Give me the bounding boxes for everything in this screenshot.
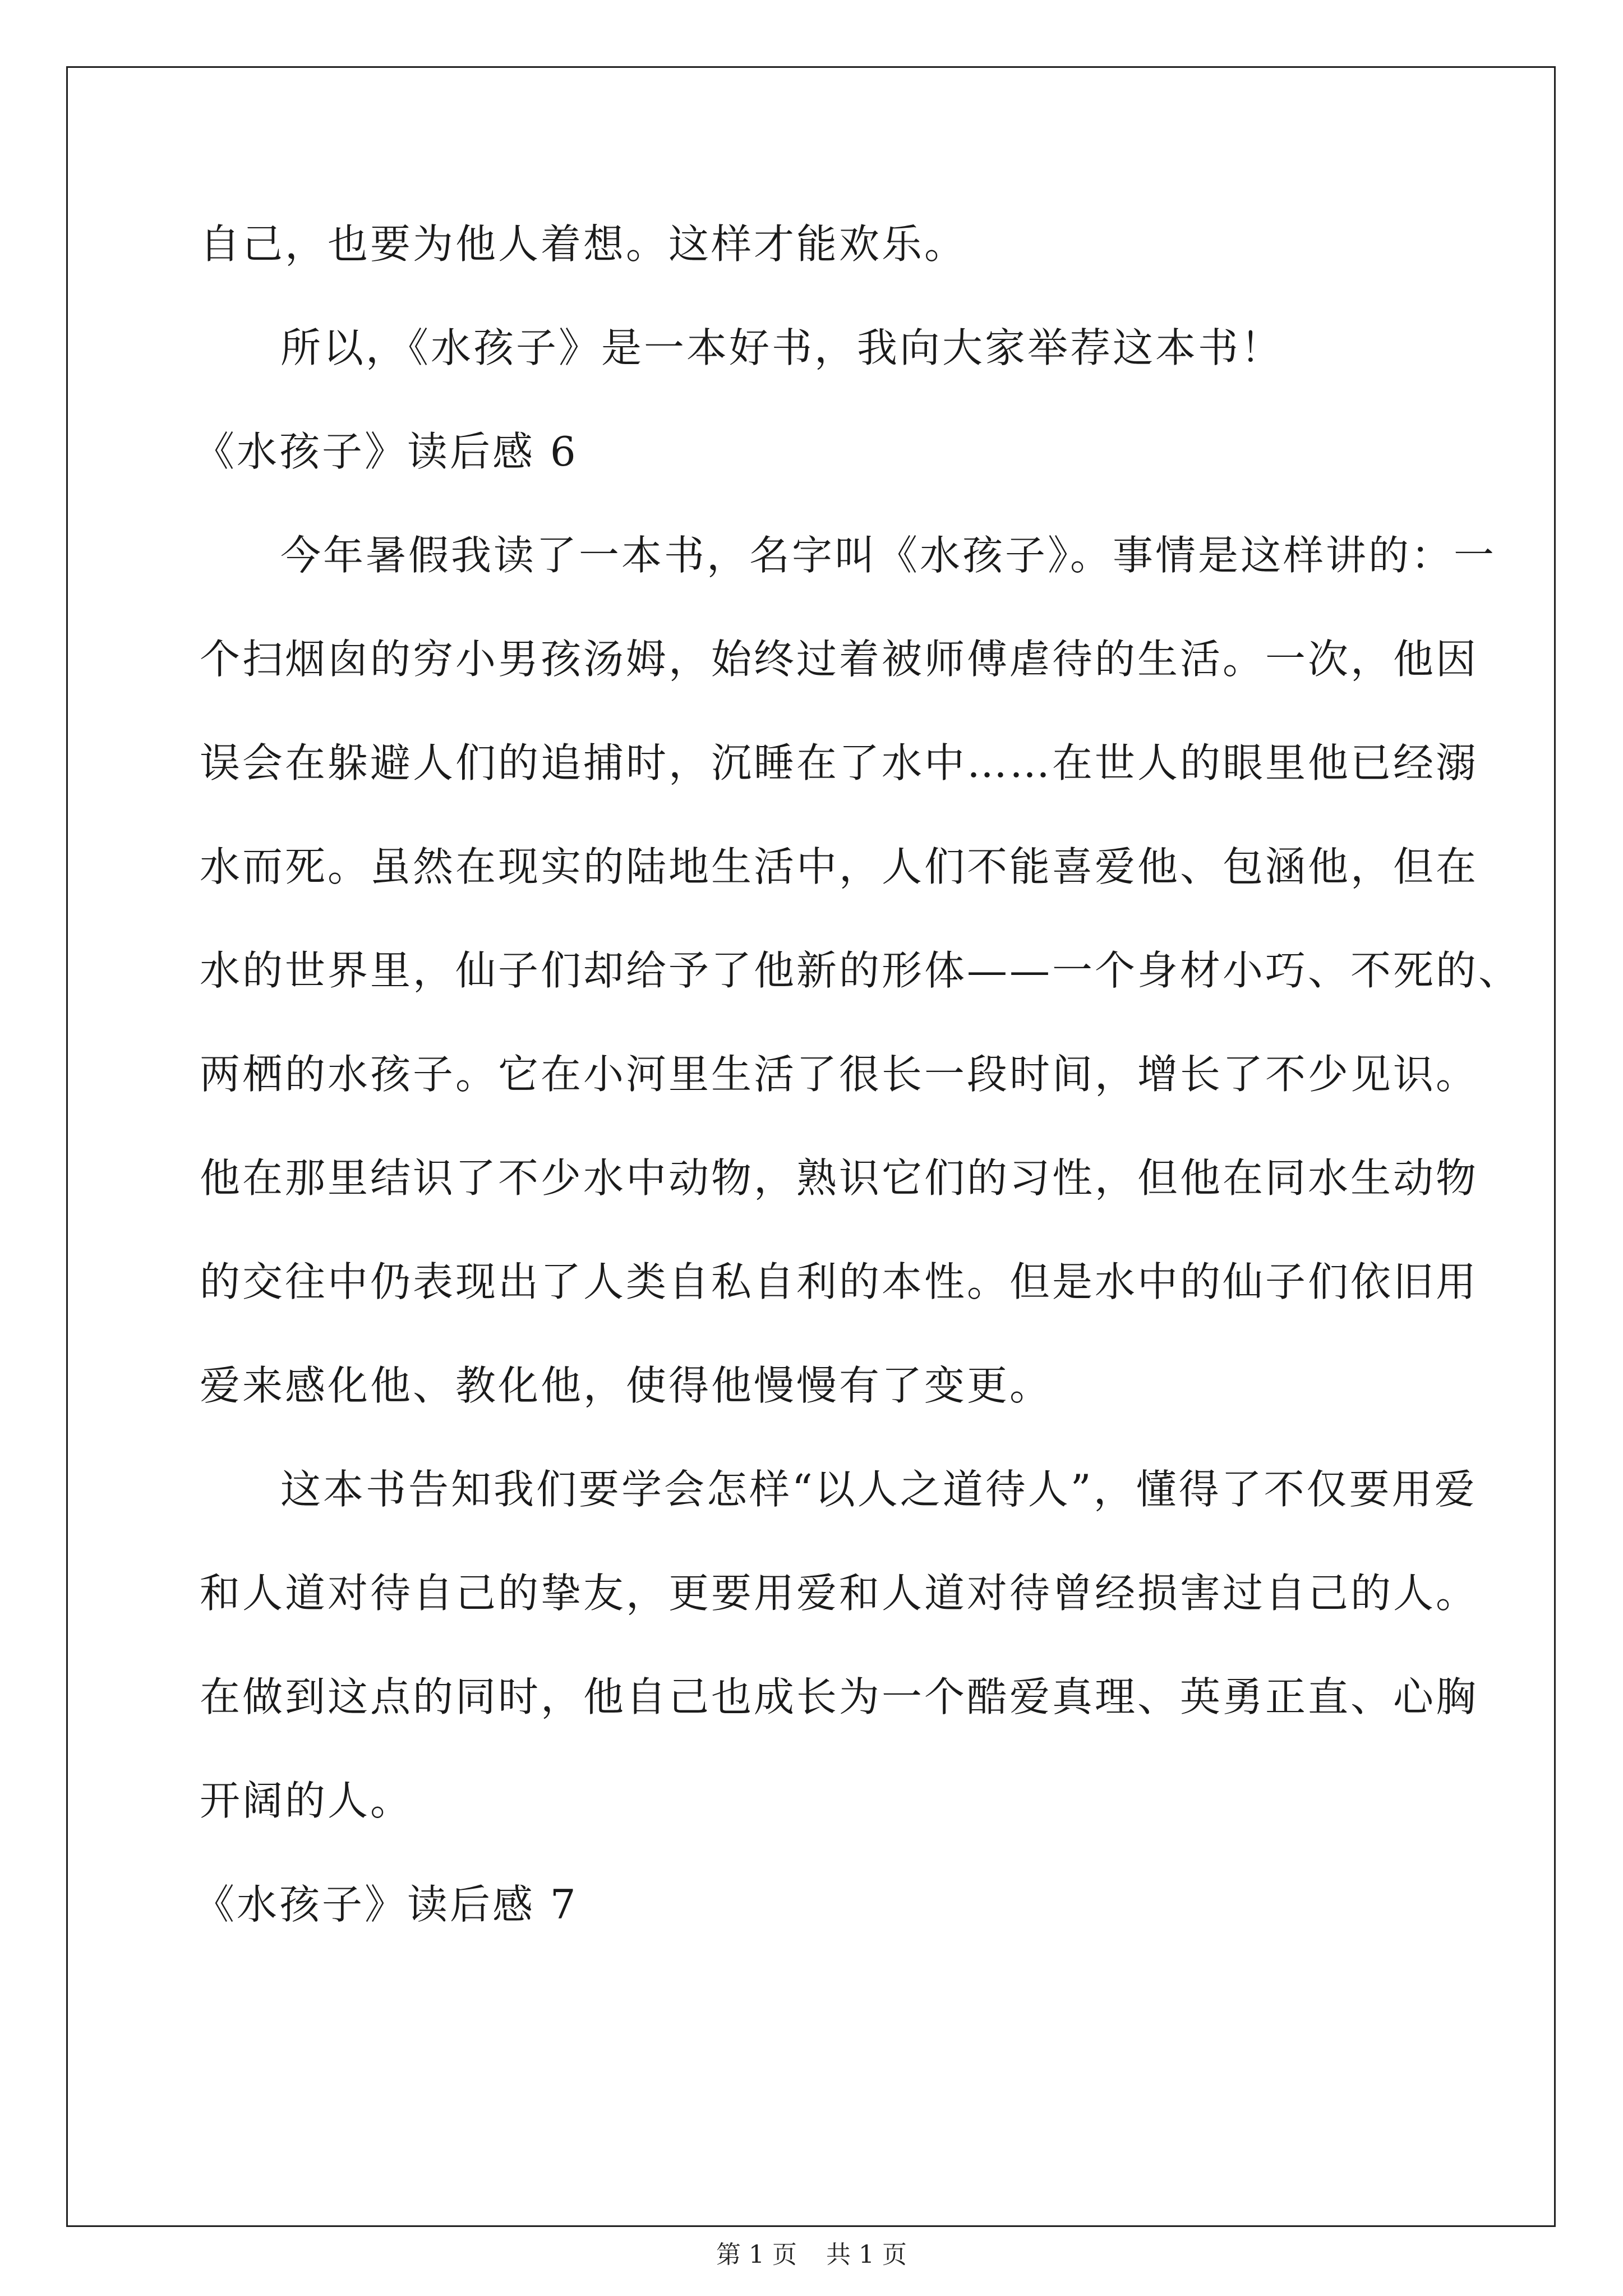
page-number: 第 1 页 [716, 2240, 797, 2269]
paragraph-line: 自己，也要为他人着想。这样才能欢乐。 [200, 220, 967, 268]
paragraph-line: 个扫烟囱的穷小男孩汤姆，始终过着被师傅虐待的生活。一次，他因 [200, 636, 1479, 683]
paragraph-line: 在做到这点的同时，他自己也成长为一个酷爱真理、英勇正直、心胸 [200, 1673, 1479, 1720]
paragraph-line: 的交往中仍表现出了人类自私自利的本性。但是水中的仙子们依旧用 [200, 1258, 1479, 1305]
paragraph-line: 这本书告知我们要学会怎样“以人之道待人”，懂得了不仅要用爱 [280, 1466, 1477, 1513]
paragraph-line: 和人道对待自己的挚友，更要用爱和人道对待曾经损害过自己的人。 [200, 1570, 1479, 1617]
paragraph-line: 水而死。虽然在现实的陆地生活中，人们不能喜爱他、包涵他，但在 [200, 843, 1479, 890]
section-heading: 《水孩子》读后感 6 [194, 428, 578, 475]
paragraph-line: 开阔的人。 [200, 1777, 413, 1824]
paragraph-line: 两栖的水孩子。它在小河里生活了很长一段时间，增长了不少见识。 [200, 1051, 1479, 1098]
page-total: 共 1 页 [826, 2240, 907, 2269]
paragraph-line: 今年暑假我读了一本书，名字叫《水孩子》。事情是这样讲的：一 [280, 532, 1497, 579]
paragraph-line: 水的世界里，仙子们却给予了他新的形体——一个身材小巧、不死的、 [200, 947, 1521, 994]
paragraph-line: 他在那里结识了不少水中动物，熟识它们的习性，但他在同水生动物 [200, 1154, 1479, 1202]
paragraph-line: 误会在躲避人们的追捕时，沉睡在了水中……在世人的眼里他已经溺 [200, 739, 1479, 786]
section-heading: 《水孩子》读后感 7 [194, 1881, 578, 1928]
page-footer [0, 2238, 1623, 2272]
paragraph-line: 爱来感化他、教化他，使得他慢慢有了变更。 [200, 1362, 1053, 1409]
paragraph-line: 所以，《水孩子》是一本好书，我向大家举荐这本书！ [280, 324, 1284, 371]
